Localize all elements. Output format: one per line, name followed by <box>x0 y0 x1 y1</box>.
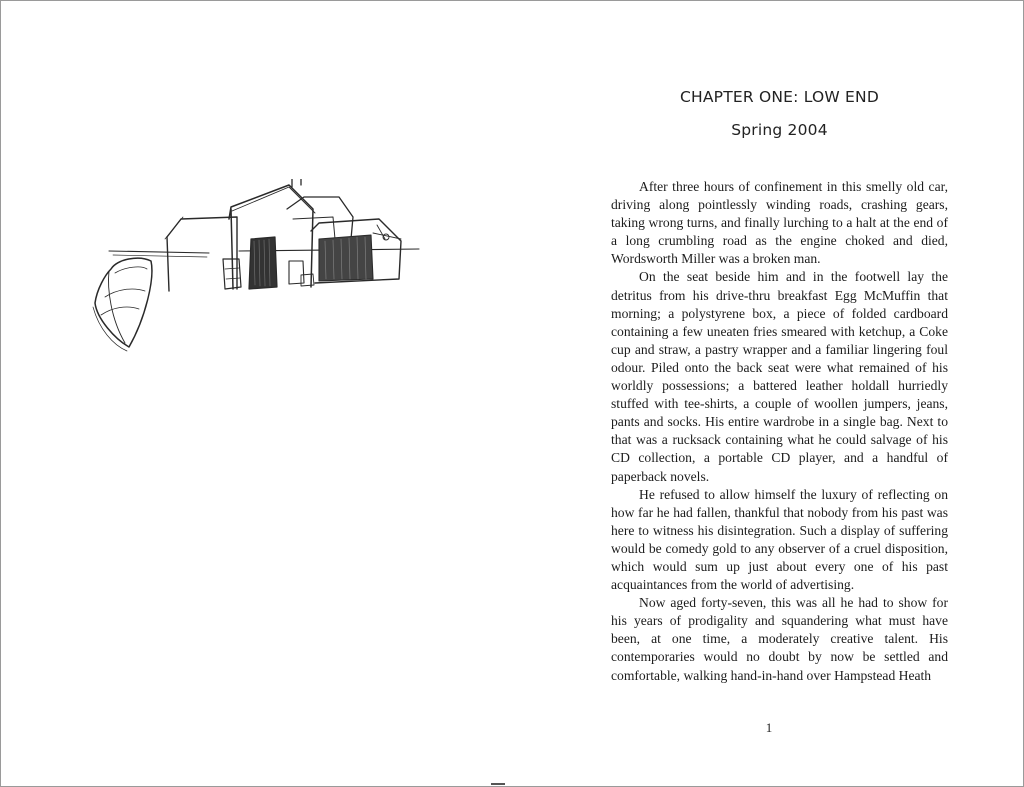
chapter-title: CHAPTER ONE: LOW END <box>680 88 879 106</box>
page-number: 1 <box>765 720 773 735</box>
paragraph: Now aged forty-seven, this was all he had to show for his years of prodigality and squandering what must have been, at one time, a moderately creative talent. His contemporaries would no doubt by now be settled and comfortable, walking hand-in-hand over Hampstead Heath <box>611 595 948 683</box>
paragraph: He refused to allow himself the luxury of reflecting on how far he had fallen, thankful that nobody from his past was here to witness his disintegration. Such a display of suffering would be comedy gold to any observer of a cruel disposition, which would sum up just about every one of his past acquaintances from the world of advertising. <box>611 486 948 593</box>
paragraph: After three hours of confinement in this smelly old car, driving along pointlessly winding roads, crashing gears, taking wrong turns, and finally lurching to a halt at the end of a long crumbling road as the engine choked and died, Wordsworth Miller was a broken man. <box>611 179 948 267</box>
chapter-subtitle: Spring 2004 <box>731 121 828 139</box>
harbour-sketch-icon <box>89 179 424 359</box>
chapter-body <box>611 178 948 685</box>
page-divider <box>491 783 505 785</box>
paragraph: On the seat beside him and in the footwell lay the detritus from his drive-thru breakfast Egg McMuffin that morning; a polystyrene box, a piece of folded cardboard containing a few uneaten fries smeared with ketchup, a Coke cup and straw, a pastry wrapper and a familiar lingering foul odour. Piled onto the back seat were what remained of his worldly possessions; a battered leather holdall hurriedly stuffed with tee-shirts, a couple of woollen jumpers, jeans, pants and socks. His entire wardrobe in a single bag. Next to that was a rucksack containing what he could salvage of his CD collection, a portable CD player, and a handful of paperback novels. <box>611 269 948 484</box>
